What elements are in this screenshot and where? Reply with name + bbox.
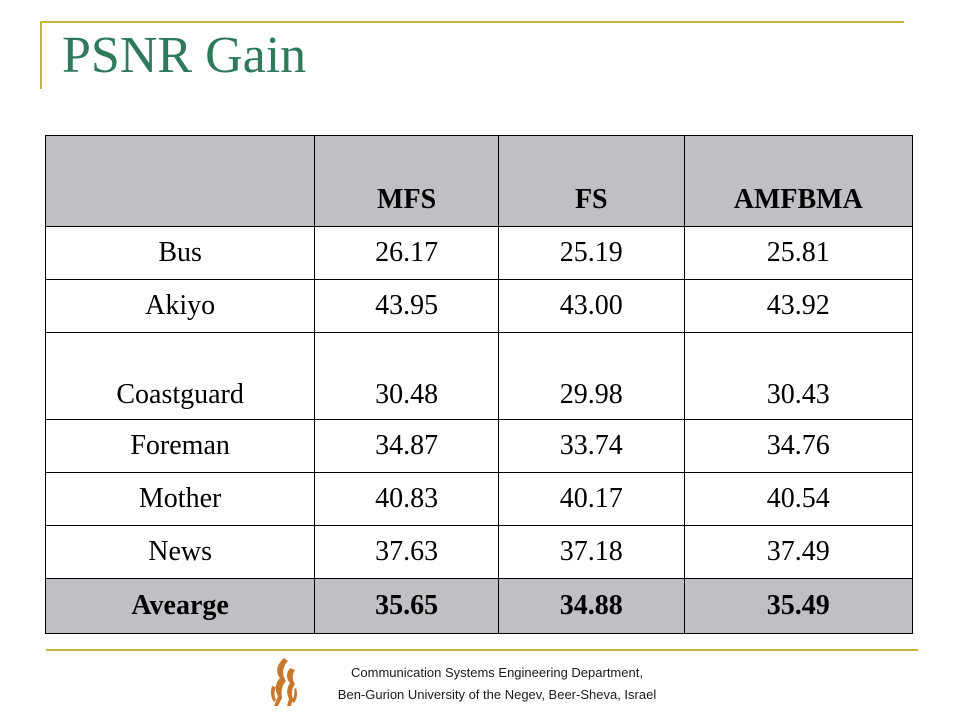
table-cell: 30.48 bbox=[315, 333, 499, 420]
table-cell: 40.54 bbox=[684, 473, 912, 526]
table-row bbox=[46, 280, 913, 333]
row-label: Mother bbox=[46, 473, 315, 526]
table-cell: 30.43 bbox=[684, 333, 912, 420]
table-cell: 35.65 bbox=[315, 579, 499, 634]
table-row bbox=[46, 333, 913, 420]
table-header-row bbox=[46, 136, 913, 227]
bottom-divider-line bbox=[46, 649, 918, 651]
table-cell: 43.92 bbox=[684, 280, 912, 333]
table-average-row bbox=[46, 579, 913, 634]
table-cell: 43.95 bbox=[315, 280, 499, 333]
left-divider-line bbox=[40, 21, 42, 89]
table-cell: 26.17 bbox=[315, 227, 499, 280]
table-cell: 35.49 bbox=[684, 579, 912, 634]
table-cell: 25.19 bbox=[499, 227, 685, 280]
table-cell: 37.49 bbox=[684, 526, 912, 579]
table-cell: 40.83 bbox=[315, 473, 499, 526]
page-title: PSNR Gain bbox=[62, 27, 307, 84]
table-cell: 29.98 bbox=[499, 333, 685, 420]
table-cell: 34.76 bbox=[684, 420, 912, 473]
table-cell: 43.00 bbox=[499, 280, 685, 333]
table-cell: 34.88 bbox=[499, 579, 685, 634]
header-cell bbox=[46, 136, 315, 227]
table-cell: 40.17 bbox=[499, 473, 685, 526]
row-label: Avearge bbox=[46, 579, 315, 634]
row-label: Bus bbox=[46, 227, 315, 280]
footer-department: Communication Systems Engineering Department, bbox=[351, 665, 643, 680]
top-divider-line bbox=[40, 21, 904, 23]
table-row bbox=[46, 526, 913, 579]
table-row bbox=[46, 420, 913, 473]
university-logo-icon bbox=[264, 656, 304, 708]
table-cell: 33.74 bbox=[499, 420, 685, 473]
header-cell: MFS bbox=[315, 136, 499, 227]
footer bbox=[312, 662, 682, 706]
table-cell: 37.63 bbox=[315, 526, 499, 579]
table-cell: 25.81 bbox=[684, 227, 912, 280]
table-row bbox=[46, 473, 913, 526]
table-row bbox=[46, 227, 913, 280]
footer-university: Ben-Gurion University of the Negev, Beer-Sheva, Israel bbox=[337, 687, 657, 702]
psnr-table bbox=[45, 135, 913, 634]
table-cell: 34.87 bbox=[315, 420, 499, 473]
header-cell: AMFBMA bbox=[684, 136, 912, 227]
row-label: Akiyo bbox=[46, 280, 315, 333]
row-label: Coastguard bbox=[46, 333, 315, 420]
row-label: Foreman bbox=[46, 420, 315, 473]
header-cell: FS bbox=[499, 136, 685, 227]
row-label: News bbox=[46, 526, 315, 579]
table-cell: 37.18 bbox=[499, 526, 685, 579]
